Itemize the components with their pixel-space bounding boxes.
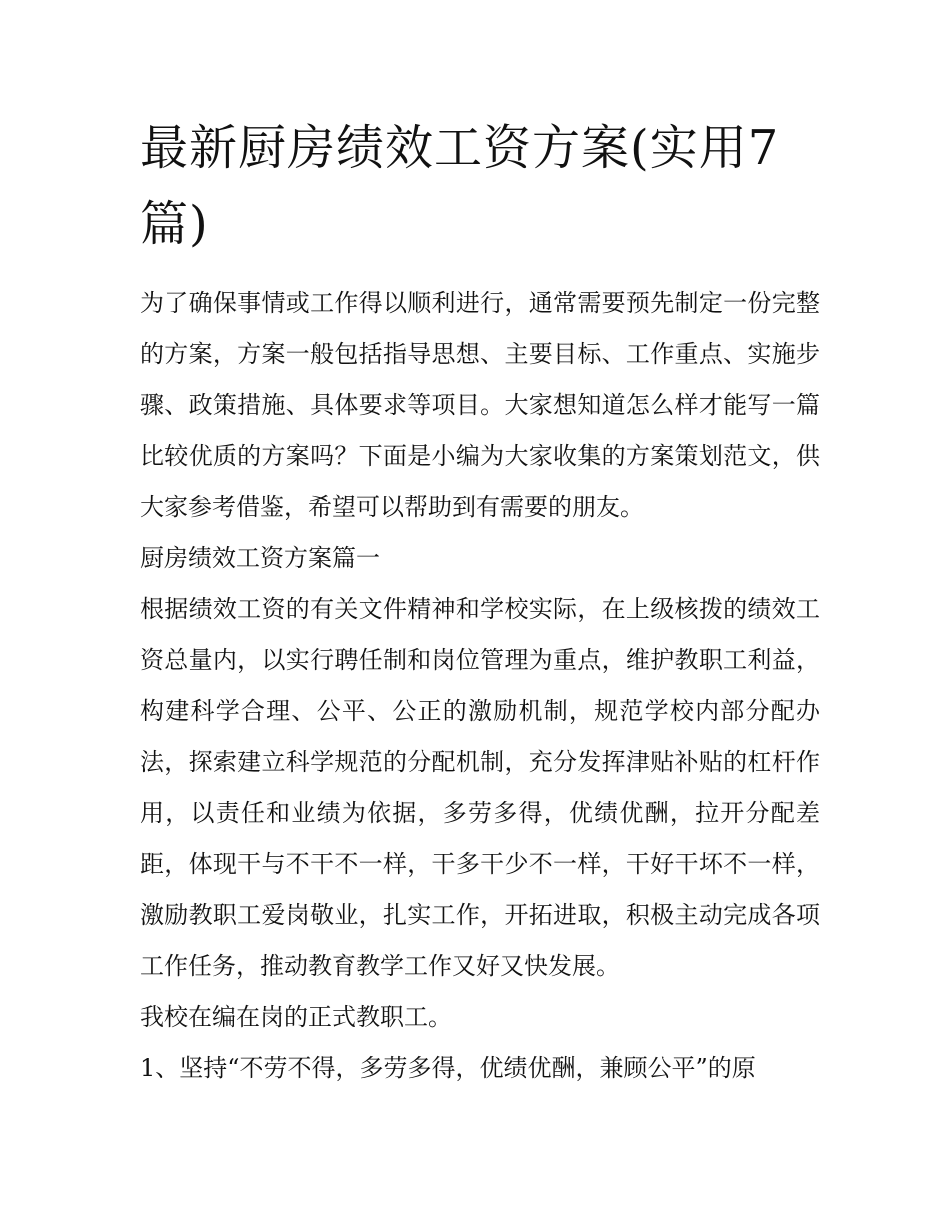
- document-title: 最新厨房绩效工资方案(实用7篇): [140, 120, 780, 252]
- scope-line: 我校在编在岗的正式教职工。: [140, 1003, 452, 1031]
- section-heading: 厨房绩效工资方案篇一: [140, 544, 380, 572]
- body-paragraph: 根据绩效工资的有关文件精神和学校实际，在上级核拨的绩效工资总量内，以实行聘任制和岗位管理为重点，维护教职工利益，构建科学合理、公平、公正的激励机制，规范学校内部分配办法，探索建立科学规范的分配机制，充分发挥津贴补贴的杠杆作用，以责任和业绩为依据，多劳多得，优绩优酬，拉开分配差距，体现干与不干不一样，干多干少不一样，干好干坏不一样，激励教职工爱岗敬业，扎实工作，开拓进取，积极主动完成各项工作任务，推动教育教学工作又好又快发展。: [140, 595, 820, 980]
- document-page: [140, 110, 820, 1094]
- intro-paragraph: 为了确保事情或工作得以顺利进行，通常需要预先制定一份完整的方案，方案一般包括指导思想、主要目标、工作重点、实施步骤、政策措施、具体要求等项目。大家想知道怎么样才能写一篇比较优质的方案吗？下面是小编为大家收集的方案策划范文，供大家参考借鉴，希望可以帮助到有需要的朋友。: [140, 289, 820, 521]
- principle-line: 1、坚持“不劳不得，多劳多得，优绩优酬，兼顾公平”的原: [140, 1054, 756, 1082]
